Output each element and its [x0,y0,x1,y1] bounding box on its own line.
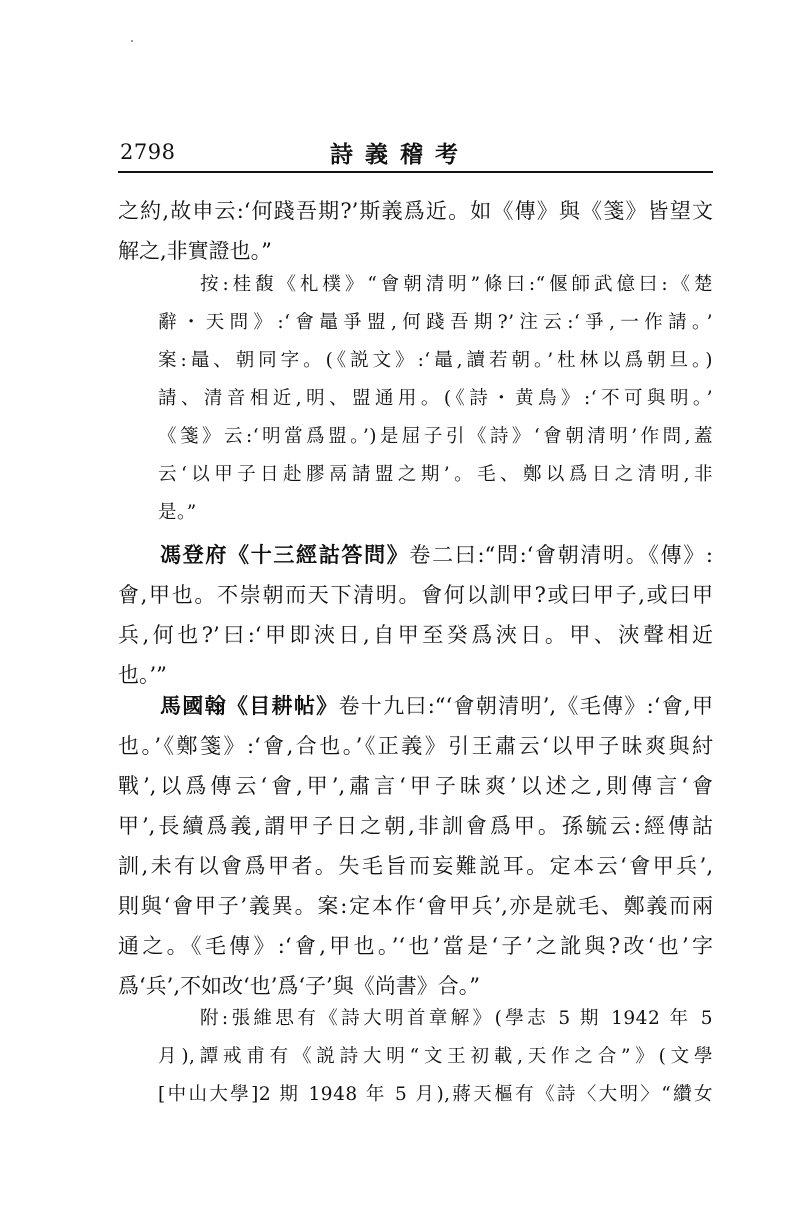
text-line: 戰’,以爲傳云‘會,甲’,肅言‘甲子昧爽’以述之,則傳言‘會 [118,774,713,798]
note-line: 是。” [158,502,197,523]
text-line [118,535,713,575]
note-line: 《箋》云:‘明當爲盟。’)是屈子引《詩》‘會朝清明’作問,蓋 [158,426,713,447]
paragraph-feng-dengfu [118,535,713,695]
text-line: 訓,未有以會爲甲者。失毛旨而妄難説耳。定本云‘會甲兵’, [118,854,713,878]
text-line: 通之。《毛傳》:‘會,甲也。’‘也’當是‘子’之訛與?改‘也’字 [118,934,713,958]
text-run: 卷十九曰:“‘會朝清明’,《毛傳》:‘會,甲 [338,694,714,718]
page-number: 2798 [120,140,176,164]
note-line: 案:鼂、朝同字。(《説文》:‘鼂,讀若朝。’杜林以爲朝旦。) [158,350,713,371]
appendix-note [158,1000,713,1114]
source-title: 馬國翰《目耕帖》 [160,693,339,718]
running-title: 詩義稽考 [330,141,470,168]
text-line: 也。’” [118,663,167,687]
note-line: 辭・天問》:‘會鼂爭盟,何踐吾期?’注云:‘爭,一作請。’ [158,312,713,333]
note-line: 云‘以甲子日赴膠鬲請盟之期’。毛、鄭以爲日之清明,非 [158,464,713,485]
note-block [158,266,713,532]
note-line: 請、清音相近,明、盟通用。(《詩・黄鳥》:‘不可與明。’ [158,388,713,409]
text-line: 之約,故申云:‘何踐吾期?’斯義爲近。如《傳》與《箋》皆望文 [118,199,713,223]
text-line: 甲’,長續爲義,謂甲子日之朝,非訓會爲甲。孫毓云:經傳詁 [118,814,713,838]
note-line: [中山大學]2 期 1948 年 5 月),蔣天樞有《詩〈大明〉“纘女 [158,1084,713,1105]
text-line: 解之,非實證也。” [118,239,272,263]
source-title: 馮登府《十三經詁答問》 [160,542,410,567]
paragraph-ma-guohan [118,686,713,1006]
text-line: 會,甲也。不崇朝而天下清明。會何以訓甲?或曰甲子,或曰甲 [118,583,713,607]
text-line [118,686,713,726]
print-speck [131,40,133,42]
note-line: 按:桂馥《札樸》“會朝清明”條曰:“偃師武億曰:《楚 [200,274,713,295]
text-line: 也。’《鄭箋》:‘會,合也。’《正義》引王肅云‘以甲子昧爽與紂 [118,734,713,758]
note-line: 附:張維思有《詩大明首章解》(學志 5 期 1942 年 5 [200,1008,713,1029]
text-line: 則與‘會甲子’義異。案:定本作‘會甲兵’,亦是就毛、鄭義而兩 [118,894,713,918]
text-line: 兵,何也?’曰:‘甲即浹日,自甲至癸爲浹日。甲、浹聲相近 [118,623,713,647]
text-line: 爲‘兵’,不如改‘也’爲‘子’與《尚書》合。” [118,974,480,998]
paragraph-continuation [118,191,713,271]
text-run: 卷二曰:“問:‘會朝清明。《傳》: [409,543,713,567]
header-rule [118,171,713,173]
note-line: 月),譚戒甫有《説詩大明“文王初載,天作之合”》(文學 [158,1046,713,1067]
